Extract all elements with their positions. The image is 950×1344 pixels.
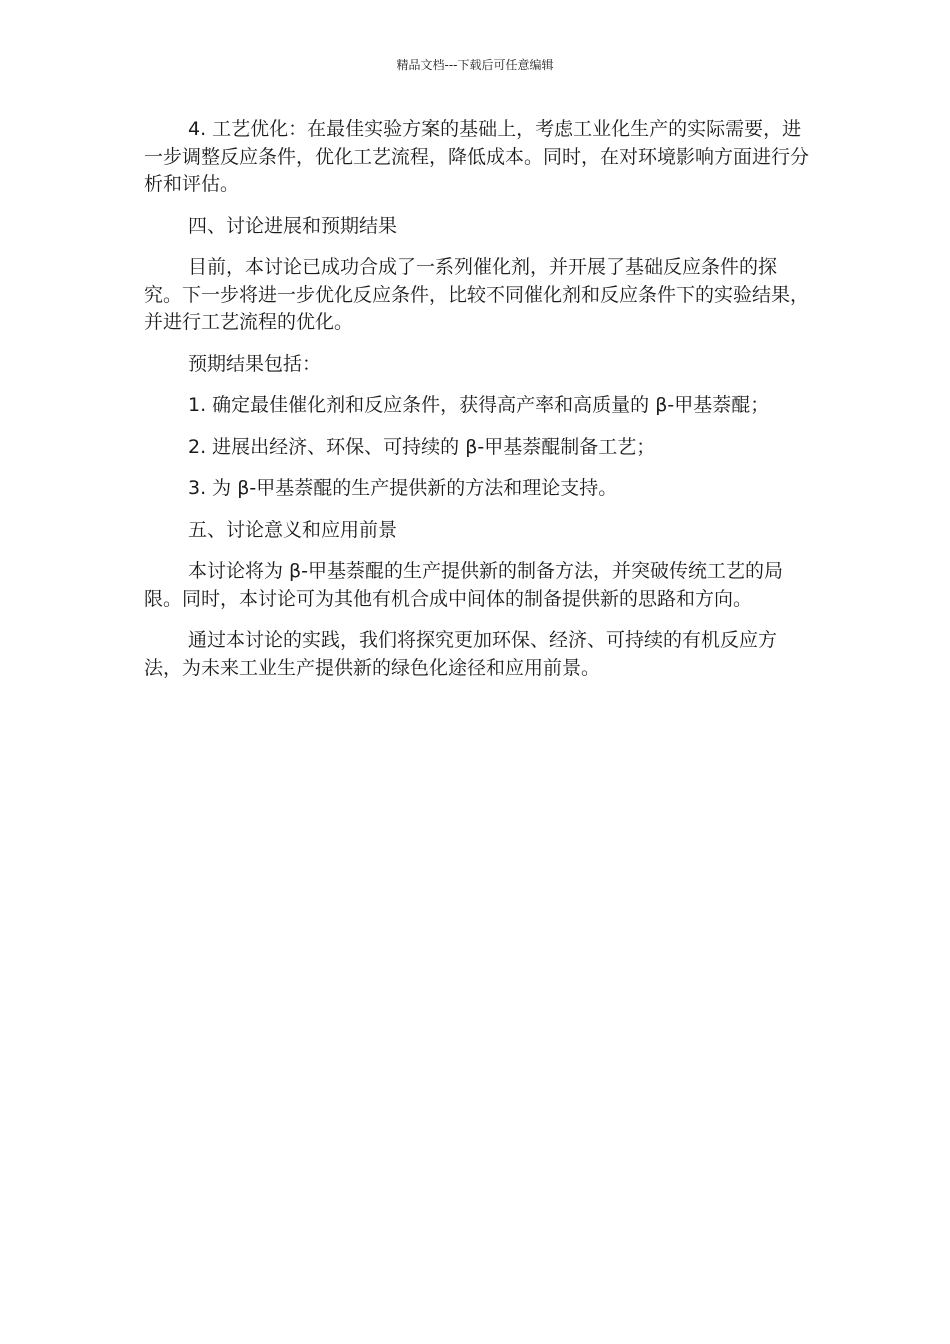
section-heading-progress: 四、讨论进展和预期结果 [188,214,398,237]
list-item-expected-1: 1. 确定最佳催化剂和反应条件，获得高产率和高质量的 β-甲基萘醌； [188,394,770,416]
page-header: 精品文档---下载后可任意编辑 [396,58,554,72]
paragraph-conclusion: 通过本讨论的实践，我们将探究更加环保、经济、可持续的有机反应方法，为未来工业生产提供新的绿色化途径和应用前景。 [144,629,778,679]
paragraph-significance: 本讨论将为 β-甲基萘醌的生产提供新的制备方法，并突破传统工艺的局限。同时，本讨论可为其他有机合成中间体的制备提供新的思路和方向。 [144,560,784,610]
list-item-expected-3: 3. 为 β-甲基萘醌的生产提供新的方法和理论支持。 [188,477,618,499]
section-heading-significance: 五、讨论意义和应用前景 [188,518,398,541]
list-item-expected-2: 2. 进展出经济、环保、可持续的 β-甲基萘醌制备工艺； [188,435,656,458]
paragraph-process-optimization: 4. 工艺优化：在最佳实验方案的基础上，考虑工业化生产的实际需要，进一步调整反应条件，优化工艺流程，降低成本。同时，在对环境影响方面进行分析和评估。 [144,118,810,195]
paragraph-current-progress: 目前，本讨论已成功合成了一系列催化剂，并开展了基础反应条件的探究。下一步将进一步优化反应条件，比较不同催化剂和反应条件下的实验结果，并进行工艺流程的优化。 [144,256,810,333]
paragraph-expected-results-intro: 预期结果包括： [188,352,322,375]
document-body [144,116,814,696]
